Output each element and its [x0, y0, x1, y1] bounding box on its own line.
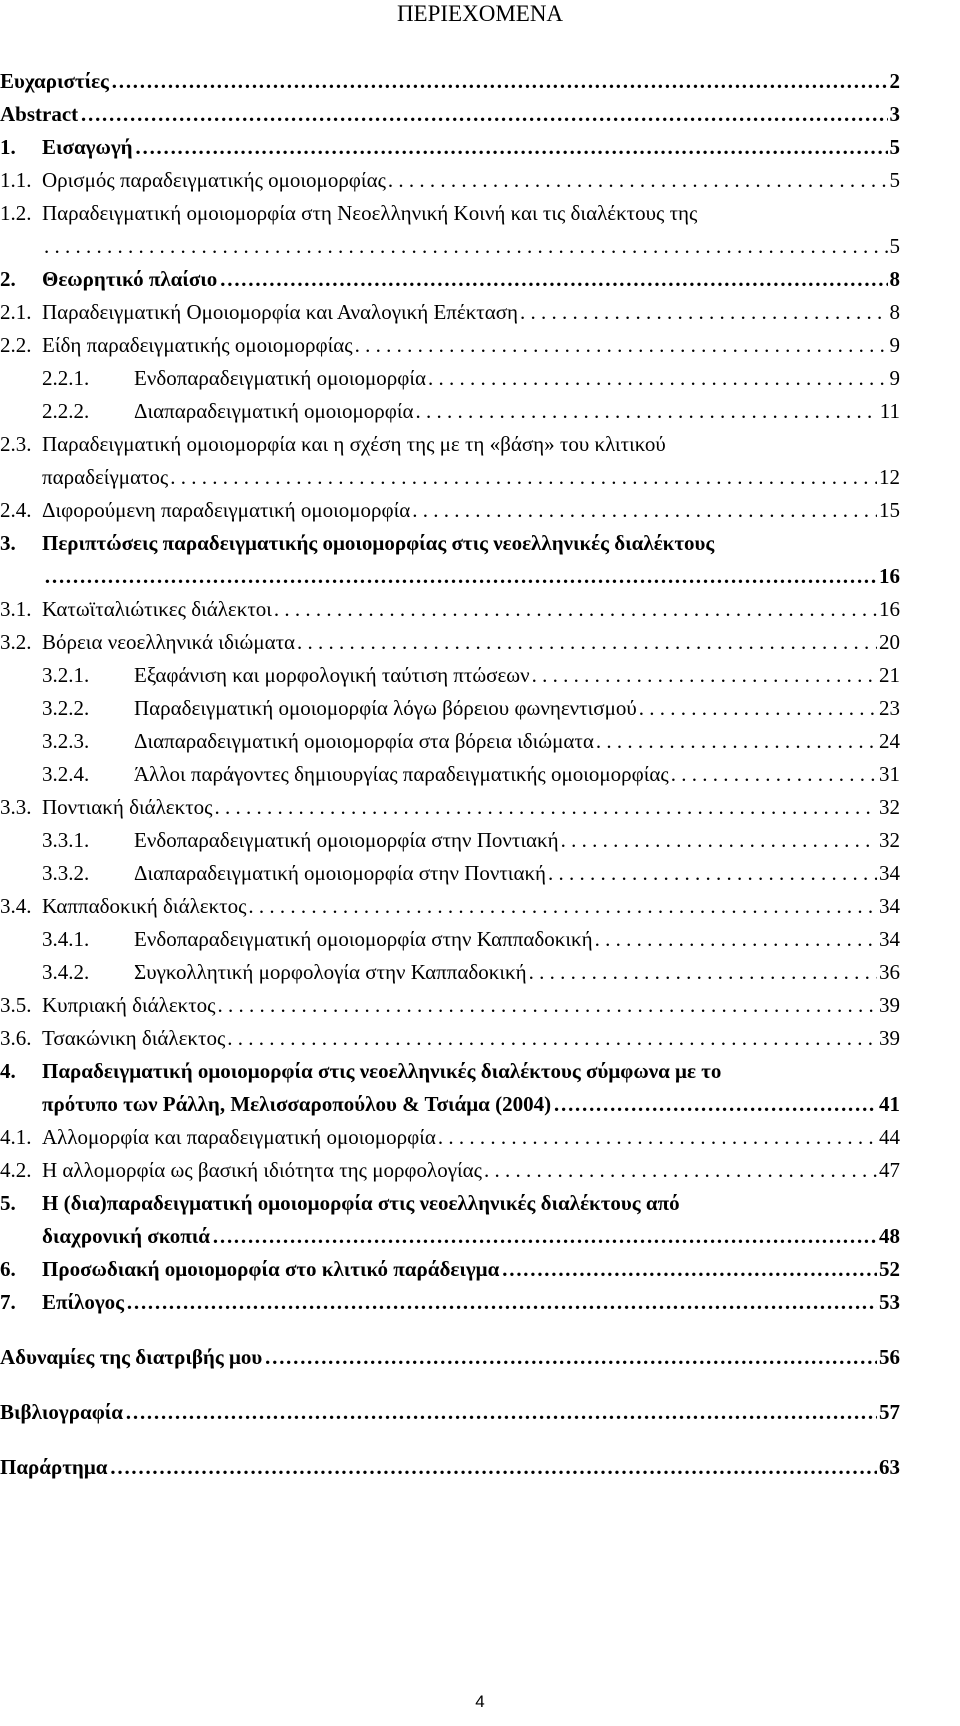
toc-entry-title: Ενδοπαραδειγματική ομοιομορφία στην Ποντιακή	[134, 828, 559, 852]
toc-entry-title: Διαπαραδειγματική ομοιομορφία στην Ποντιακή	[134, 861, 547, 885]
toc-entry-number: 6.	[0, 1257, 16, 1281]
toc-entry-title: Ενδοπαραδειγματική ομοιομορφία	[134, 366, 427, 390]
toc-entry-title: Ποντιακή διάλεκτος	[42, 795, 213, 819]
toc-leader-dots	[639, 693, 877, 723]
toc-entry-title: Άλλοι παράγοντες δημιουργίας παραδειγματικής ομοιομορφίας	[134, 762, 669, 786]
toc-leader-dots	[520, 297, 887, 327]
toc-entry-title: Είδη παραδειγματικής ομοιομορφίας	[42, 333, 353, 357]
toc-entry-title: Ευχαριστίες	[0, 69, 109, 93]
toc-entry-number: 2.	[0, 267, 16, 291]
toc-entry-page: 3	[889, 102, 900, 126]
toc-leader-dots	[111, 66, 888, 96]
toc-entry-page: 23	[879, 696, 900, 720]
toc-entry-page: 24	[879, 729, 900, 753]
toc-entry[interactable]	[0, 264, 900, 294]
toc-entry-page: 9	[889, 333, 900, 357]
toc-leader-dots	[438, 1122, 877, 1152]
toc-entry[interactable]	[0, 627, 900, 657]
toc-leader-dots	[415, 396, 877, 426]
toc-leader-dots	[248, 891, 877, 921]
toc-entry-number: 2.2.	[0, 333, 32, 357]
toc-entry-title: Βιβλιογραφία	[0, 1400, 124, 1424]
toc-entry-page: 57	[879, 1400, 900, 1424]
toc-entry-title: Εξαφάνιση και μορφολογική ταύτιση πτώσεων	[134, 663, 530, 687]
toc-entry[interactable]	[0, 1155, 900, 1185]
toc-entry[interactable]	[0, 99, 900, 129]
toc-entry-page: 11	[879, 399, 900, 423]
toc-entry-number: 2.2.1.	[42, 366, 90, 390]
toc-entry-page: 8	[889, 267, 900, 291]
toc-entry[interactable]	[0, 132, 900, 162]
toc-entry-page: 15	[879, 498, 900, 522]
toc-leader-dots	[170, 462, 877, 492]
toc-entry-title: Προσωδιακή ομοιομορφία στο κλιτικό παράδειγμα	[42, 1257, 500, 1281]
toc-entry-page: 2	[889, 69, 900, 93]
toc-entry[interactable]	[0, 528, 900, 594]
toc-entry-title-continued: διαχρονική σκοπιά	[42, 1224, 211, 1248]
toc-entry-number: 3.2.	[0, 630, 32, 654]
toc-leader-dots	[218, 990, 878, 1020]
toc-leader-dots	[501, 1254, 877, 1284]
toc-leader-dots	[548, 858, 877, 888]
toc-entry-page: 5	[889, 234, 900, 258]
toc-entry[interactable]	[0, 1287, 900, 1317]
toc-leader-dots	[274, 594, 877, 624]
toc-entry[interactable]	[0, 858, 900, 888]
toc-entry[interactable]	[0, 957, 900, 987]
toc-leader-dots	[595, 924, 877, 954]
toc-entry-page: 36	[879, 960, 900, 984]
toc-leader-dots	[125, 1397, 877, 1427]
toc-entry-number: 3.2.1.	[42, 663, 90, 687]
toc-entry-number: 3.4.2.	[42, 960, 90, 984]
toc-entry-number: 2.2.2.	[42, 399, 90, 423]
toc-leader-dots	[80, 99, 887, 129]
toc-entry[interactable]	[0, 924, 900, 954]
toc-leader-dots	[671, 759, 877, 789]
toc-leader-dots	[109, 1452, 877, 1482]
toc-leader-dots	[596, 726, 877, 756]
toc-leader-dots	[135, 132, 888, 162]
toc-entry-title: Επίλογος	[42, 1290, 125, 1314]
page-number: 4	[475, 1692, 485, 1711]
toc-entry[interactable]	[0, 726, 900, 756]
toc-entry-page: 34	[879, 927, 900, 951]
toc-entry-number: 3.	[0, 531, 16, 555]
toc-entry-number: 3.6.	[0, 1026, 32, 1050]
toc-entry[interactable]	[0, 594, 900, 624]
toc-entry-title: Περιπτώσεις παραδειγματικής ομοιομορφίας στις νεοελληνικές διαλέκτους	[42, 531, 715, 555]
toc-entry-page: 39	[879, 993, 900, 1017]
toc-entry-page: 52	[879, 1257, 900, 1281]
toc-entry-number: 3.1.	[0, 597, 32, 621]
toc-entry[interactable]	[0, 297, 900, 327]
toc-entry-page: 41	[879, 1092, 900, 1116]
toc-entry-page: 34	[879, 861, 900, 885]
toc-entry[interactable]	[0, 660, 900, 690]
toc-entry-title: Παραδειγματική ομοιομορφία λόγω βόρειου φωνηεντισμού	[134, 696, 637, 720]
toc-leader-dots	[428, 363, 887, 393]
toc-entry-page: 31	[879, 762, 900, 786]
toc-entry-title: Κατωϊταλιώτικες διάλεκτοι	[42, 597, 272, 621]
toc-entry-number: 3.5.	[0, 993, 32, 1017]
toc-entry-page: 44	[879, 1125, 900, 1149]
toc-entry[interactable]	[0, 891, 900, 921]
toc-leader-dots	[264, 1342, 877, 1372]
toc-entry-number: 3.2.2.	[42, 696, 90, 720]
toc-entry-page: 48	[879, 1224, 900, 1248]
toc-entry-title: Η αλλομορφία ως βασική ιδιότητα της μορφολογίας	[42, 1158, 482, 1182]
toc-entry-title: Παραδειγματική Ομοιομορφία και Αναλογική Επέκταση	[42, 300, 519, 324]
toc-entry[interactable]	[0, 198, 900, 264]
toc-entry[interactable]	[0, 396, 900, 426]
toc-entry-page: 5	[889, 135, 900, 159]
toc-entry[interactable]	[0, 429, 900, 495]
toc-entry-number: 2.4.	[0, 498, 32, 522]
toc-entry-page: 47	[879, 1158, 900, 1182]
toc-entry-title: Βόρεια νεοελληνικά ιδιώματα	[42, 630, 296, 654]
toc-entry-page: 32	[879, 828, 900, 852]
toc-entry[interactable]	[0, 1023, 900, 1053]
toc-leader-dots	[561, 825, 877, 855]
toc-entry-number: 4.	[0, 1059, 16, 1083]
toc-entry[interactable]	[0, 1254, 900, 1284]
toc-leader-dots	[553, 1089, 877, 1119]
toc-leader-dots	[412, 495, 877, 525]
toc-entry-page: 8	[889, 300, 900, 324]
toc-entry-title: Διαπαραδειγματική ομοιομορφία στα βόρεια ιδιώματα	[134, 729, 594, 753]
toc-entry-number: 1.1.	[0, 168, 32, 192]
toc-entry-title: Θεωρητικό πλαίσιο	[42, 267, 218, 291]
toc-entry-number: 1.	[0, 135, 16, 159]
toc-entry[interactable]	[0, 1056, 900, 1122]
toc-entry[interactable]	[0, 1188, 900, 1254]
toc-entry-title: Αδυναμίες της διατριβής μου	[0, 1345, 263, 1369]
toc-entry-page: 5	[889, 168, 900, 192]
toc-entry-title: Ορισμός παραδειγματικής ομοιομορφίας	[42, 168, 386, 192]
toc-entry-page: 63	[879, 1455, 900, 1479]
toc-entry-page: 16	[879, 597, 900, 621]
toc-entry[interactable]	[0, 66, 900, 96]
toc-entry-page: 39	[879, 1026, 900, 1050]
toc-entry-number: 4.2.	[0, 1158, 32, 1182]
toc-entry-number: 3.2.4.	[42, 762, 90, 786]
toc-entry-page: 9	[889, 366, 900, 390]
toc-leader-dots	[126, 1287, 877, 1317]
toc-leader-dots	[529, 957, 877, 987]
toc-entry-number: 3.4.1.	[42, 927, 90, 951]
toc-entry-title: Παραδειγματική ομοιομορφία και η σχέση της με τη «βάση» του κλιτικού	[42, 432, 666, 456]
toc-leader-dots	[355, 330, 888, 360]
toc-entry[interactable]	[0, 1122, 900, 1152]
toc-entry[interactable]	[0, 990, 900, 1020]
toc-entry[interactable]	[0, 165, 900, 195]
toc-entry-title: Παράρτημα	[0, 1455, 108, 1479]
toc-entry-title: Εισαγωγή	[42, 135, 133, 159]
toc-entry-title: Καππαδοκική διάλεκτος	[42, 894, 247, 918]
toc-leader-dots	[227, 1023, 877, 1053]
toc-entry-page: 56	[879, 1345, 900, 1369]
toc-entry-number: 7.	[0, 1290, 16, 1314]
toc-entry-number: 2.1.	[0, 300, 32, 324]
toc-entry[interactable]	[0, 330, 900, 360]
toc-leader-dots	[214, 792, 877, 822]
toc-leader-dots	[532, 660, 877, 690]
toc-entry-page: 12	[879, 465, 900, 489]
toc-entry-title: Η (δια)παραδειγματική ομοιομορφία στις νεοελληνικές διαλέκτους από	[42, 1191, 680, 1215]
toc-leader-dots	[219, 264, 887, 294]
toc-entry[interactable]	[0, 792, 900, 822]
toc-entry-number: 3.3.2.	[42, 861, 90, 885]
toc-entry-number: 2.3.	[0, 432, 32, 456]
toc-entry-title: Παραδειγματική ομοιομορφία στη Νεοελληνική Κοινή και τις διαλέκτους της	[42, 201, 698, 225]
toc-entry-title: Τσακώνικη διάλεκτος	[42, 1026, 226, 1050]
toc-entry-page: 53	[879, 1290, 900, 1314]
toc-entry-number: 1.2.	[0, 201, 32, 225]
toc-entry-number: 3.3.	[0, 795, 32, 819]
toc-entry[interactable]	[0, 495, 900, 525]
toc-entry-title-continued: παραδείγματος	[42, 465, 169, 489]
toc-entry-title: Συγκολλητική μορφολογία στην Καππαδοκική	[134, 960, 527, 984]
toc-entry-page: 34	[879, 894, 900, 918]
toc-entry[interactable]	[0, 825, 900, 855]
toc-entry-page: 32	[879, 795, 900, 819]
toc-entry[interactable]	[0, 1397, 900, 1427]
toc-entry-page: 16	[879, 564, 900, 588]
toc-entry-number: 4.1.	[0, 1125, 32, 1149]
toc-entry-number: 5.	[0, 1191, 16, 1215]
toc-leader-dots	[44, 561, 877, 591]
toc-entry-page: 21	[879, 663, 900, 687]
toc-leader-dots	[388, 165, 888, 195]
toc-entry-title: Αλλομορφία και παραδειγματική ομοιομορφία	[42, 1125, 436, 1149]
toc-entry[interactable]	[0, 1342, 900, 1372]
toc-entry[interactable]	[0, 1452, 900, 1482]
toc-entry-title-continued: πρότυπο των Ράλλη, Μελισσαροπούλου & Τσιάμα (2004)	[42, 1092, 552, 1116]
toc-leader-dots	[44, 231, 888, 261]
page-title: ΠΕΡΙΕΧΟΜΕΝΑ	[396, 1, 564, 26]
toc-entry-title: Διφορούμενη παραδειγματική ομοιομορφία	[42, 498, 411, 522]
toc-entry-page: 20	[879, 630, 900, 654]
toc-entry-title: Κυπριακή διάλεκτος	[42, 993, 216, 1017]
toc-entry[interactable]	[0, 363, 900, 393]
toc-entry-title: Ενδοπαραδειγματική ομοιομορφία στην Καππαδοκική	[134, 927, 593, 951]
toc-entry-title: Abstract	[0, 102, 79, 126]
toc-entry-title: Διαπαραδειγματική ομοιομορφία	[134, 399, 414, 423]
toc-leader-dots	[297, 627, 877, 657]
toc-entry[interactable]	[0, 759, 900, 789]
toc-leader-dots	[212, 1221, 877, 1251]
toc-entry-number: 3.4.	[0, 894, 32, 918]
toc-entry[interactable]	[0, 693, 900, 723]
toc-entry-title: Παραδειγματική ομοιομορφία στις νεοελληνικές διαλέκτους σύμφωνα με το	[42, 1059, 722, 1083]
toc-leader-dots	[484, 1155, 877, 1185]
toc-entry-number: 3.3.1.	[42, 828, 90, 852]
toc-entry-number: 3.2.3.	[42, 729, 90, 753]
